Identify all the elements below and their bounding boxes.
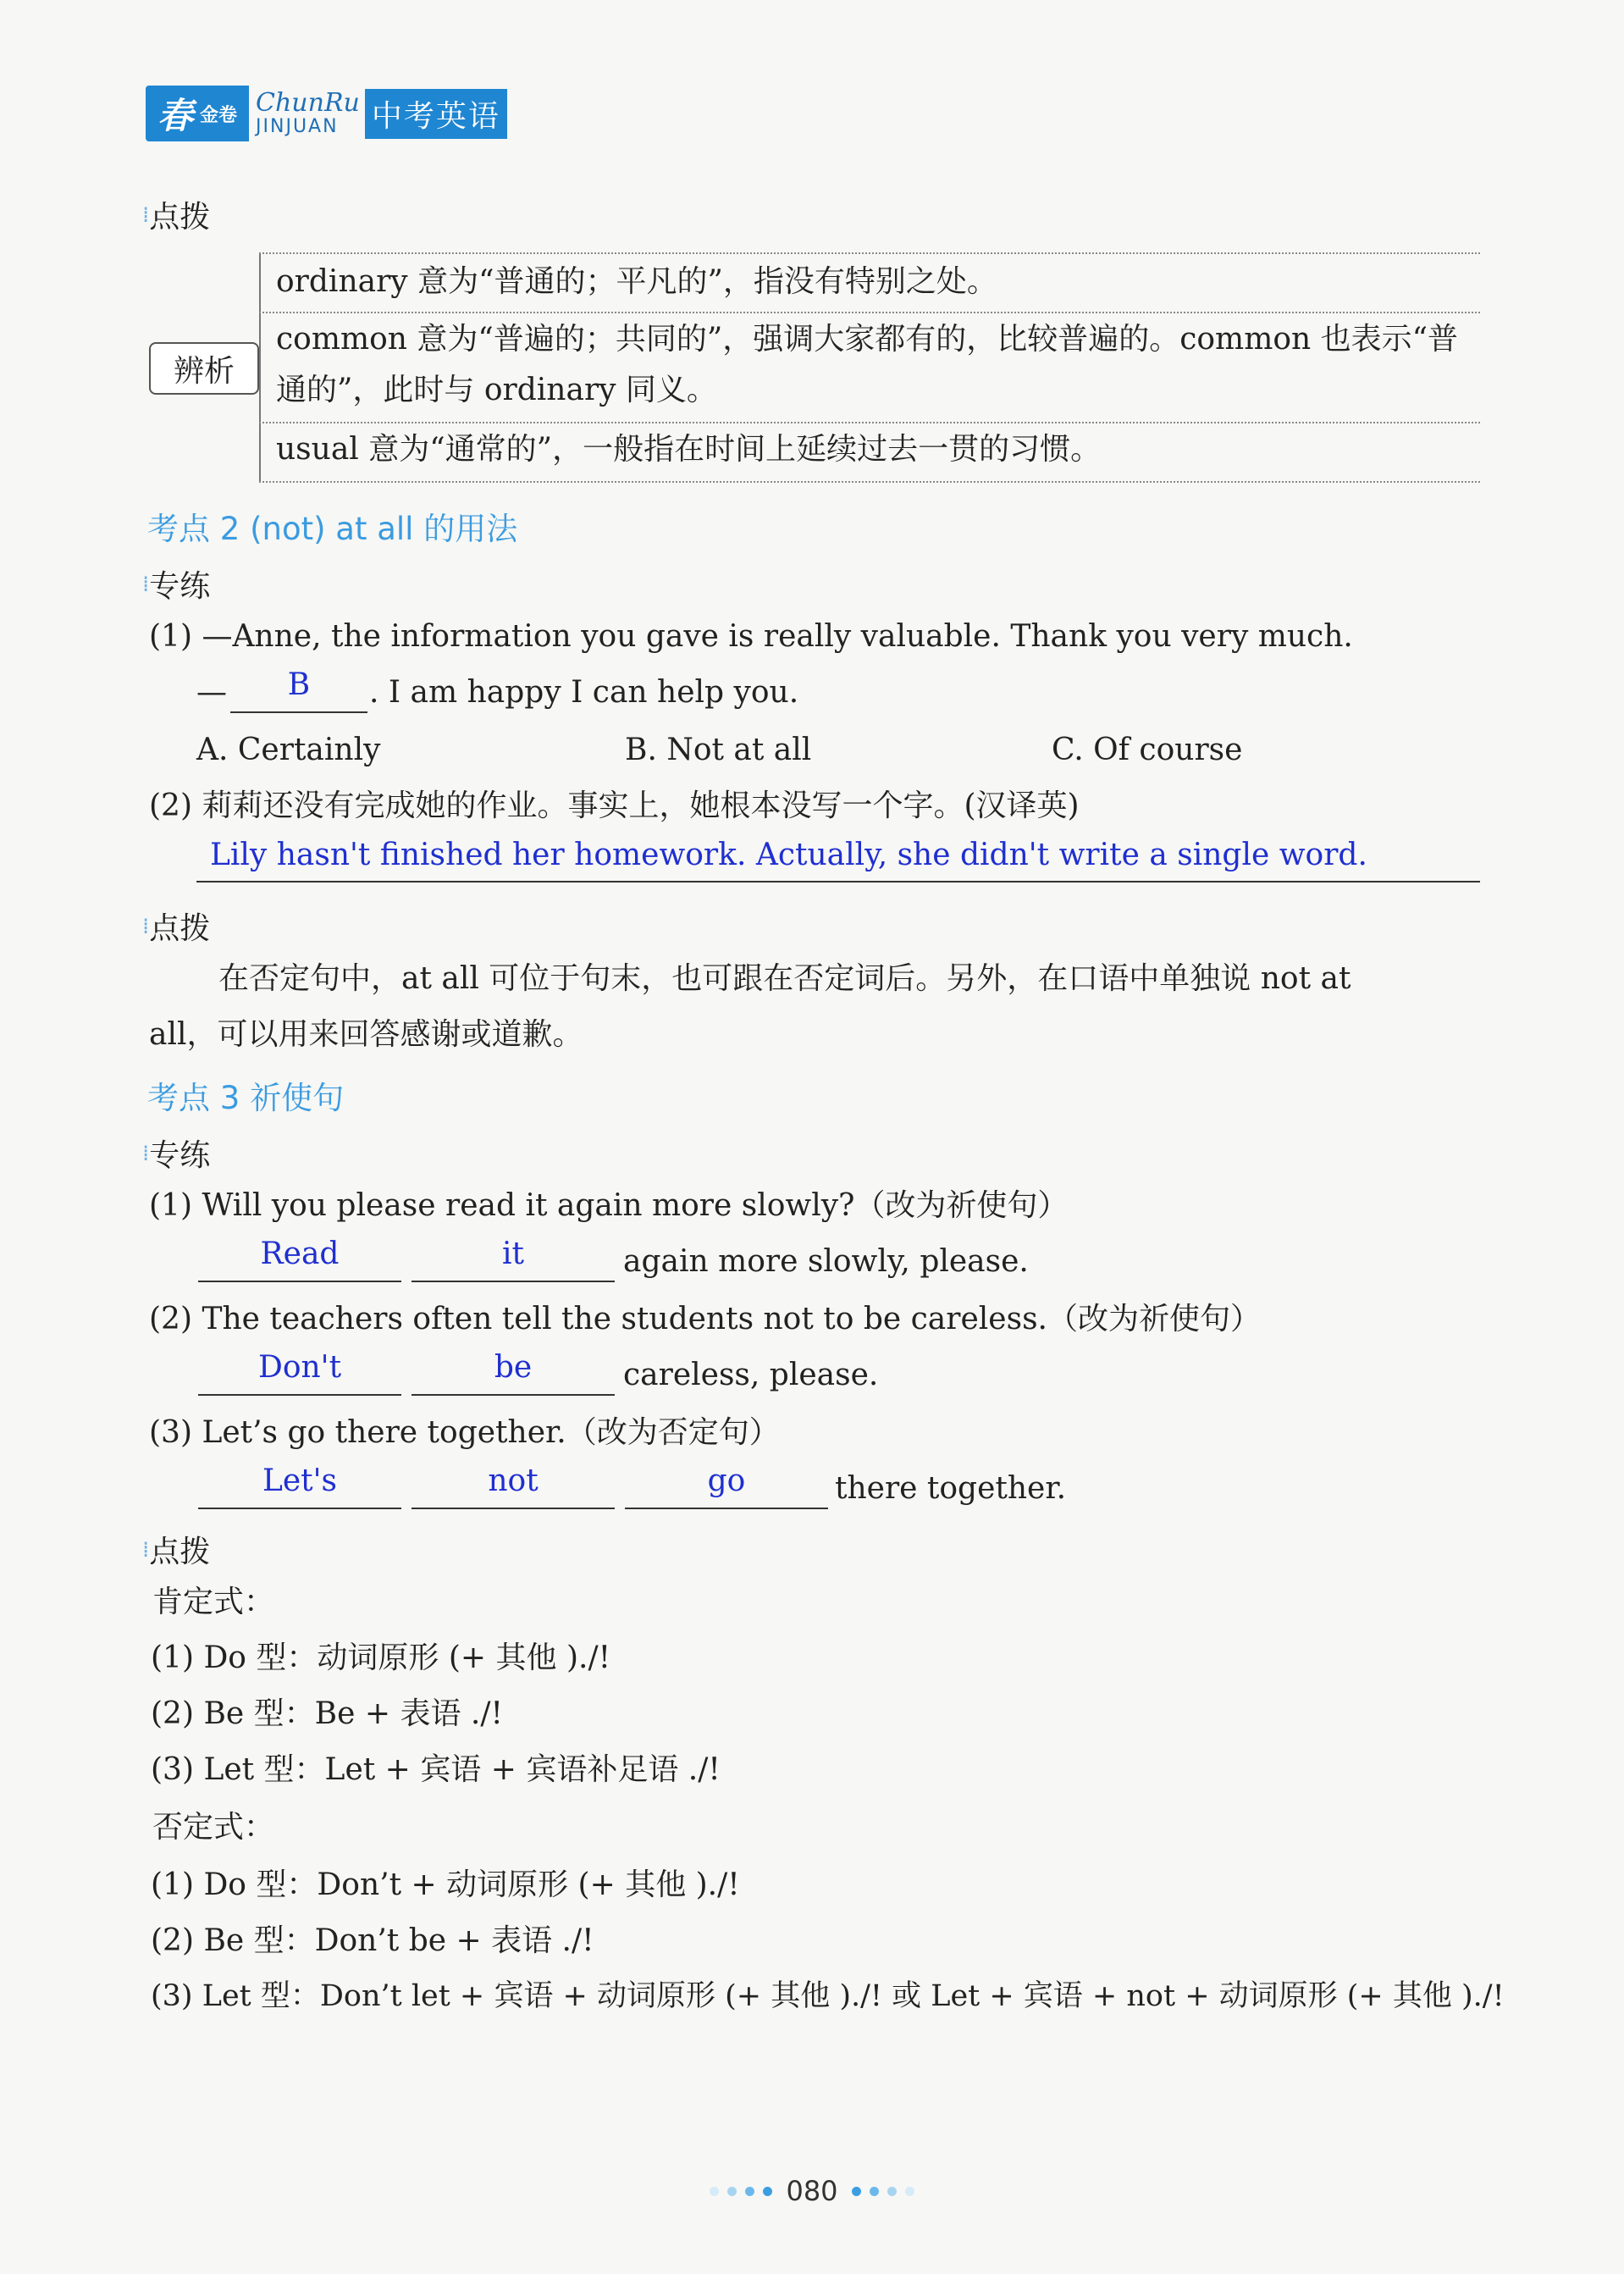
logo-title: 中考英语 — [365, 89, 507, 139]
table-line — [259, 481, 1480, 483]
answer-blank — [412, 1281, 615, 1282]
positive-rule-3: (3) Let 型：Let + 宾语 + 宾语补足语 ./! — [151, 1752, 721, 1787]
tip-label-1 — [142, 193, 210, 236]
negative-title: 否定式： — [152, 1810, 275, 1845]
answer-blank — [625, 1508, 828, 1509]
practice-label-3 — [142, 1131, 210, 1175]
q2-1-line1: (1) —Anne, the information you gave is really valuable. Thank you very much. — [149, 619, 1353, 654]
answer-q3-1b: it — [502, 1237, 524, 1271]
answer-q2-2: Lily hasn't finished her homework. Actually, she didn't write a single word. — [210, 838, 1367, 872]
q3-2-line: (2) The teachers often tell the students not to be careless.（改为祈使句） — [149, 1302, 1261, 1336]
tip-marker-icon: ⁞ — [142, 202, 146, 228]
tip-label-text: 点拨 — [149, 200, 211, 235]
page-number: 080 — [786, 2175, 838, 2207]
positive-title: 肯定式： — [152, 1585, 275, 1619]
answer-line — [196, 881, 1480, 882]
answer-blank — [198, 1508, 401, 1509]
positive-rule-2: (2) Be 型：Be + 表语 ./! — [151, 1696, 503, 1731]
answer-q3-1a: Read — [260, 1237, 340, 1271]
comparison-table — [146, 252, 1480, 483]
answer-blank — [198, 1394, 401, 1396]
table-row-common-cont: 通的”，此时与 ordinary 同义。 — [276, 373, 717, 407]
footer-dot — [852, 2187, 861, 2196]
logo-mark — [146, 86, 249, 141]
answer-q3-2a: Don't — [257, 1350, 342, 1385]
tip-marker-icon: ⁞ — [142, 1536, 146, 1563]
footer-dot — [710, 2187, 719, 2196]
table-line — [259, 312, 1480, 313]
table-line — [259, 422, 1480, 423]
answer-blank — [198, 1281, 401, 1282]
answer-blank — [230, 711, 367, 713]
q3-3-line: (3) Let’s go there together.（改为否定句） — [149, 1415, 780, 1450]
practice-marker-icon: ⁞ — [142, 1140, 146, 1166]
answer-q3-2b: be — [494, 1350, 533, 1385]
footer-dot — [870, 2187, 879, 2196]
q3-2-rest: careless, please. — [623, 1358, 879, 1392]
practice-label-2 — [142, 562, 210, 606]
practice-label-text: 专练 — [149, 1138, 211, 1173]
logo-line2: JINJUAN — [256, 116, 339, 137]
footer-dot — [763, 2187, 772, 2196]
footer-dot — [905, 2187, 914, 2196]
tip-marker-icon: ⁞ — [142, 913, 146, 939]
tip-label-2 — [142, 905, 210, 948]
header-logo — [146, 83, 507, 144]
positive-rule-1: (1) Do 型：动词原形 (+ 其他 )./! — [151, 1640, 611, 1675]
table-row-usual: usual 意为“通常的”，一般指在时间上延续过去一贯的习惯。 — [276, 432, 1102, 467]
option-c: C. Of course — [1052, 733, 1243, 767]
answer-q2-1: B — [287, 667, 311, 702]
answer-q3-3b: not — [488, 1463, 539, 1498]
footer-dot — [887, 2187, 897, 2196]
logo-mark-small: 金卷 — [200, 104, 238, 126]
tip2-line2: all，可以用来回答感谢或道歉。 — [149, 1017, 583, 1052]
negative-rule-1: (1) Do 型：Don’t + 动词原形 (+ 其他 )./! — [151, 1867, 740, 1902]
q3-1-line: (1) Will you please read it again more slowly?（改为祈使句） — [149, 1188, 1069, 1223]
q3-1-rest: again more slowly, please. — [623, 1244, 1029, 1279]
negative-rule-3: (3) Let 型：Don’t let + 宾语 + 动词原形 (+ 其他 )./! 或 Let + 宾语 + not + 动词原形 (+ 其他 )./! — [151, 1979, 1505, 2013]
practice-label-text: 专练 — [149, 569, 211, 604]
table-divider — [259, 252, 261, 483]
practice-marker-icon: ⁞ — [142, 571, 146, 597]
logo-mark-big: 春 — [157, 95, 194, 136]
page-footer — [0, 2175, 1624, 2207]
negative-rule-2: (2) Be 型：Don’t be + 表语 ./! — [151, 1923, 594, 1958]
answer-blank — [412, 1508, 615, 1509]
tip-label-3 — [142, 1528, 210, 1571]
option-b: B. Not at all — [625, 733, 812, 767]
logo-line1: ChunRu — [256, 88, 360, 118]
q2-1-rest: . I am happy I can help you. — [369, 675, 799, 710]
table-line — [259, 252, 1480, 254]
logo-text — [256, 88, 360, 137]
table-row-common: common 意为“普遍的；共同的”，强调大家都有的，比较普遍的。common 也表示“普 — [276, 322, 1459, 357]
footer-dot — [745, 2187, 754, 2196]
heading-point2: 考点 2 (not) at all 的用法 — [147, 511, 518, 547]
tip2-line1: 在否定句中，at all 可位于句末，也可跟在否定词后。另外，在口语中单独说 not at — [218, 961, 1351, 996]
answer-blank — [412, 1394, 615, 1396]
answer-q3-3a: Let's — [262, 1463, 338, 1498]
table-tag: 辨析 — [149, 342, 259, 395]
tip-label-text: 点拨 — [149, 1535, 211, 1569]
q3-3-rest: there together. — [835, 1471, 1067, 1506]
heading-point3: 考点 3 祈使句 — [147, 1080, 345, 1116]
option-a: A. Certainly — [196, 733, 381, 767]
table-row-ordinary: ordinary 意为“普通的；平凡的”，指没有特别之处。 — [276, 264, 997, 299]
answer-q3-3c: go — [707, 1463, 746, 1498]
q2-1-dash: — — [196, 675, 227, 710]
q2-2-line1: (2) 莉莉还没有完成她的作业。事实上，她根本没写一个字。(汉译英) — [149, 788, 1080, 823]
tip-label-text: 点拨 — [149, 911, 211, 946]
footer-dot — [727, 2187, 737, 2196]
